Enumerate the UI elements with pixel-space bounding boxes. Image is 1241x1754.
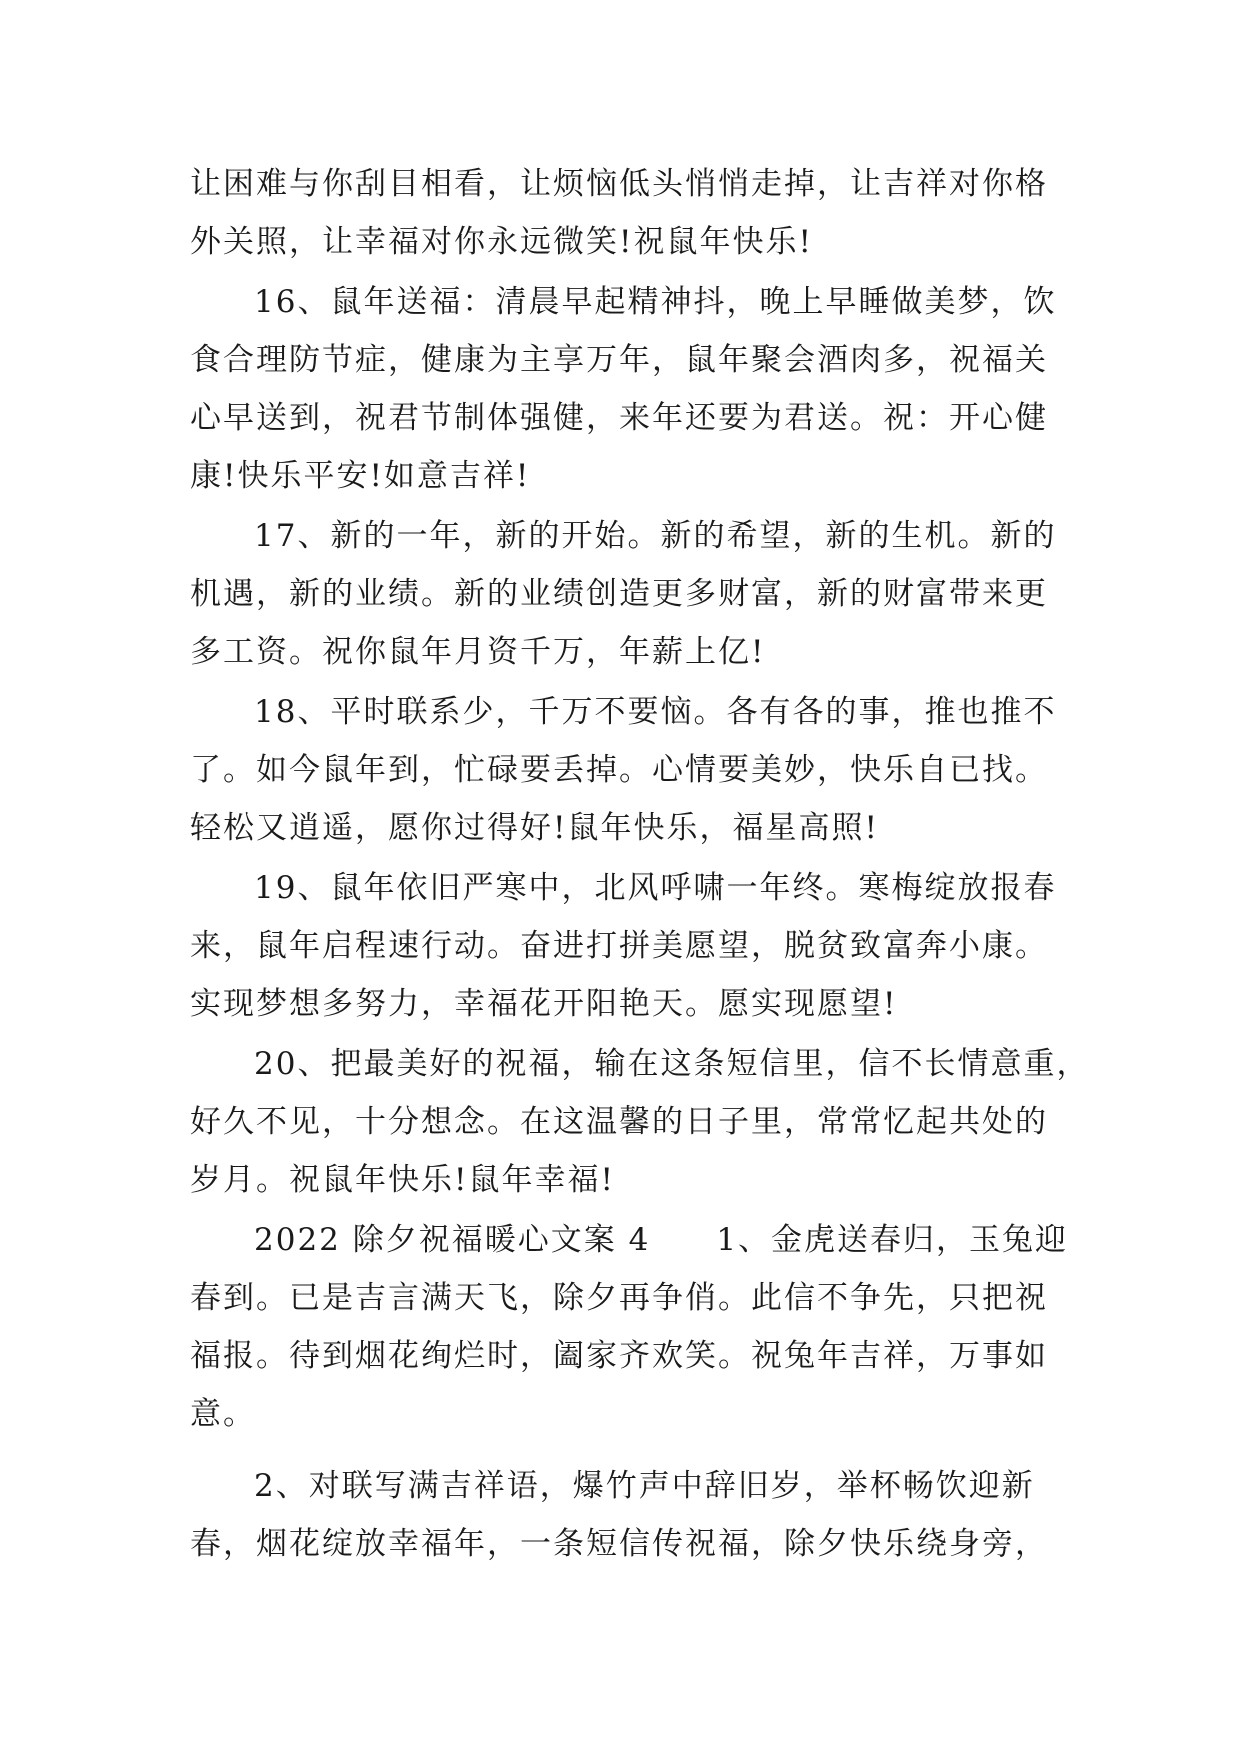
text-line: 春，烟花绽放幸福年，一条短信传祝福，除夕快乐绕身旁， [190, 1526, 1048, 1562]
text-line: 来，鼠年启程速行动。奋进打拼美愿望，脱贫致富奔小康。 [190, 928, 1048, 964]
paragraph-2-start: 2、对联写满吉祥语，爆竹声中辞旧岁，举杯畅饮迎新 [254, 1468, 1035, 1504]
text-line: 轻松又逍遥，愿你过得好!鼠年快乐，福星高照! [190, 810, 879, 846]
text-line: 了。如今鼠年到，忙碌要丢掉。心情要美妙，快乐自已找。 [190, 752, 1048, 788]
text-line: 心早送到，祝君节制体强健，来年还要为君送。祝：开心健 [190, 400, 1048, 436]
text-line: 意。 [190, 1396, 256, 1432]
paragraph-20-start: 20、把最美好的祝福，输在这条短信里，信不长情意重， [254, 1046, 1090, 1082]
text-line: 实现梦想多努力，幸福花开阳艳天。愿实现愿望! [190, 986, 898, 1022]
paragraph-19-start: 19、鼠年依旧严寒中，北风呼啸一年终。寒梅绽放报春 [254, 870, 1057, 906]
text-line: 机遇，新的业绩。新的业绩创造更多财富，新的财富带来更 [190, 576, 1048, 612]
section-heading-line: 2022 除夕祝福暖心文案 4 1、金虎送春归，玉兔迎 [254, 1222, 1069, 1258]
text-line: 让困难与你刮目相看，让烦恼低头悄悄走掉，让吉祥对你格 [190, 166, 1048, 202]
paragraph-18-start: 18、平时联系少，千万不要恼。各有各的事，推也推不 [254, 694, 1057, 730]
text-line: 岁月。祝鼠年快乐!鼠年幸福! [190, 1162, 615, 1198]
text-line: 康!快乐平安!如意吉祥! [190, 458, 531, 494]
text-line: 好久不见，十分想念。在这温馨的日子里，常常忆起共处的 [190, 1104, 1048, 1140]
document-body [190, 155, 1090, 1573]
text-line: 食合理防节症，健康为主享万年，鼠年聚会酒肉多，祝福关 [190, 342, 1048, 378]
text-line: 外关照，让幸福对你永远微笑!祝鼠年快乐! [190, 224, 813, 260]
paragraph-16-start: 16、鼠年送福：清晨早起精神抖，晚上早睡做美梦，饮 [254, 284, 1057, 320]
text-line: 春到。已是吉言满天飞，除夕再争俏。此信不争先，只把祝 [190, 1280, 1048, 1316]
text-line: 多工资。祝你鼠年月资千万，年薪上亿! [190, 634, 766, 670]
paragraph-17-start: 17、新的一年，新的开始。新的希望，新的生机。新的 [254, 518, 1057, 554]
text-line: 福报。待到烟花绚烂时，阖家齐欢笑。祝兔年吉祥，万事如 [190, 1338, 1048, 1374]
